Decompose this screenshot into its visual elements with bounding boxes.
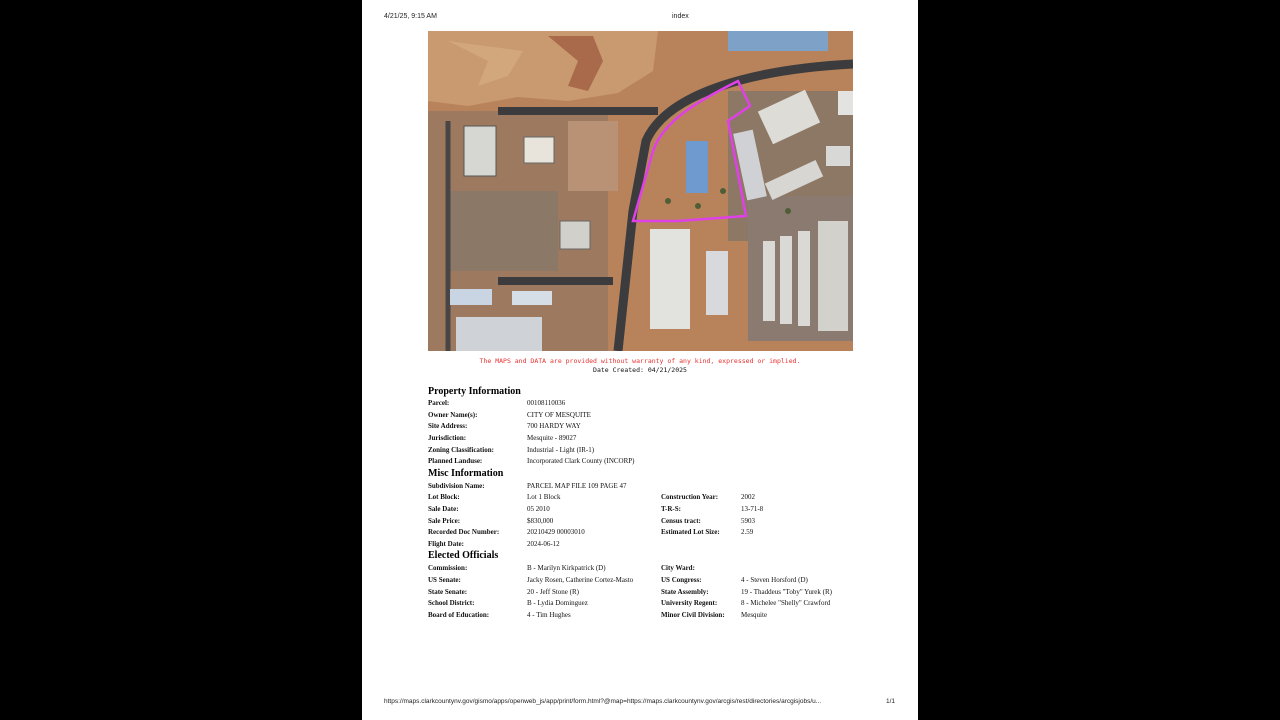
parcel-value[interactable]: 00108110036	[527, 399, 566, 407]
subdivision-label: Subdivision Name:	[428, 482, 485, 490]
minor-civil-label: Minor Civil Division:	[661, 611, 725, 619]
lot-block-label: Lot Block:	[428, 493, 460, 501]
site-address-label: Site Address:	[428, 422, 468, 430]
us-senate-label: US Senate:	[428, 576, 461, 584]
minor-civil-value: Mesquite	[741, 611, 768, 619]
us-congress-label: US Congress:	[661, 576, 702, 584]
us-congress-value: 4 - Steven Horsford (D)	[741, 576, 808, 584]
state-assembly-label: State Assembly:	[661, 588, 709, 596]
sale-price-value: $830,000	[527, 517, 554, 525]
state-assembly-value: 19 - Thaddeus "Toby" Yurek (R)	[741, 588, 832, 596]
trs-value: 13-71-8	[741, 505, 764, 513]
parcel-label: Parcel:	[428, 399, 450, 407]
census-tract-label: Census tract:	[661, 517, 701, 525]
landuse-value: Incorporated Clark County (INCORP)	[527, 457, 635, 465]
print-url: https://maps.clarkcountynv.gov/gismo/apps/openweb_js/app/print/form.html?@map=https://maps.clarkcountynv.gov/arcgis/rest/directories/arcgisjobs/u...	[384, 698, 822, 705]
lot-size-label: Estimated Lot Size:	[661, 528, 720, 536]
lot-block-value: Lot 1 Block	[527, 493, 561, 501]
construction-year-label: Construction Year:	[661, 493, 719, 501]
construction-year-value: 2002	[741, 493, 755, 501]
sale-price-label: Sale Price:	[428, 517, 461, 525]
recorded-doc-value: 20210429 00003010	[527, 528, 585, 536]
print-page	[362, 0, 918, 720]
state-senate-label: State Senate:	[428, 588, 468, 596]
aerial-map-image	[428, 31, 853, 351]
university-regent-value: 8 - Michelee "Shelly" Crawford	[741, 599, 831, 607]
trs-label: T-R-S:	[661, 505, 681, 513]
city-ward-label: City Ward:	[661, 564, 695, 572]
board-education-value: 4 - Tim Hughes	[527, 611, 571, 619]
us-senate-value: Jacky Rosen, Catherine Cortez-Masto	[527, 576, 634, 584]
map-disclaimer: The MAPS and DATA are provided without warranty of any kind, expressed or implied.	[479, 357, 801, 365]
subdivision-value: PARCEL MAP FILE 109 PAGE 47	[527, 482, 627, 490]
flight-date-label: Flight Date:	[428, 540, 464, 548]
aerial-parcel-map[interactable]	[428, 31, 853, 351]
misc-info-heading: Misc Information	[428, 468, 504, 479]
flight-date-value: 2024-06-12	[527, 540, 560, 548]
board-education-label: Board of Education:	[428, 611, 490, 619]
school-district-value: B - Lydia Dominguez	[527, 599, 588, 607]
jurisdiction-value: Mesquite - 89027	[527, 434, 577, 442]
page-number: 1/1	[886, 698, 896, 705]
print-datetime: 4/21/25, 9:15 AM	[384, 13, 437, 20]
sale-date-value: 05 2010	[527, 505, 550, 513]
zoning-value: Industrial - Light (IR-1)	[527, 446, 595, 454]
print-title: index	[672, 13, 689, 20]
sale-date-label: Sale Date:	[428, 505, 459, 513]
site-address-value: 700 HARDY WAY	[527, 422, 581, 430]
jurisdiction-label: Jurisdiction:	[428, 434, 467, 442]
zoning-label: Zoning Classification:	[428, 446, 494, 454]
state-senate-value: 20 - Jeff Stone (R)	[527, 588, 579, 596]
owner-value: CITY OF MESQUITE	[527, 411, 591, 419]
university-regent-label: University Regent:	[661, 599, 718, 607]
recorded-doc-label: Recorded Doc Number:	[428, 528, 500, 536]
lot-size-value: 2.59	[741, 528, 754, 536]
date-created: Date Created: 04/21/2025	[593, 366, 687, 374]
owner-label: Owner Name(s):	[428, 411, 478, 419]
elected-officials-heading: Elected Officials	[428, 550, 499, 561]
school-district-label: School District:	[428, 599, 475, 607]
commission-value: B - Marilyn Kirkpatrick (D)	[527, 564, 606, 572]
commission-label: Commission:	[428, 564, 468, 572]
property-info-heading: Property Information	[428, 386, 521, 397]
landuse-label: Planned Landuse:	[428, 457, 483, 465]
census-tract-value: 5903	[741, 517, 755, 525]
